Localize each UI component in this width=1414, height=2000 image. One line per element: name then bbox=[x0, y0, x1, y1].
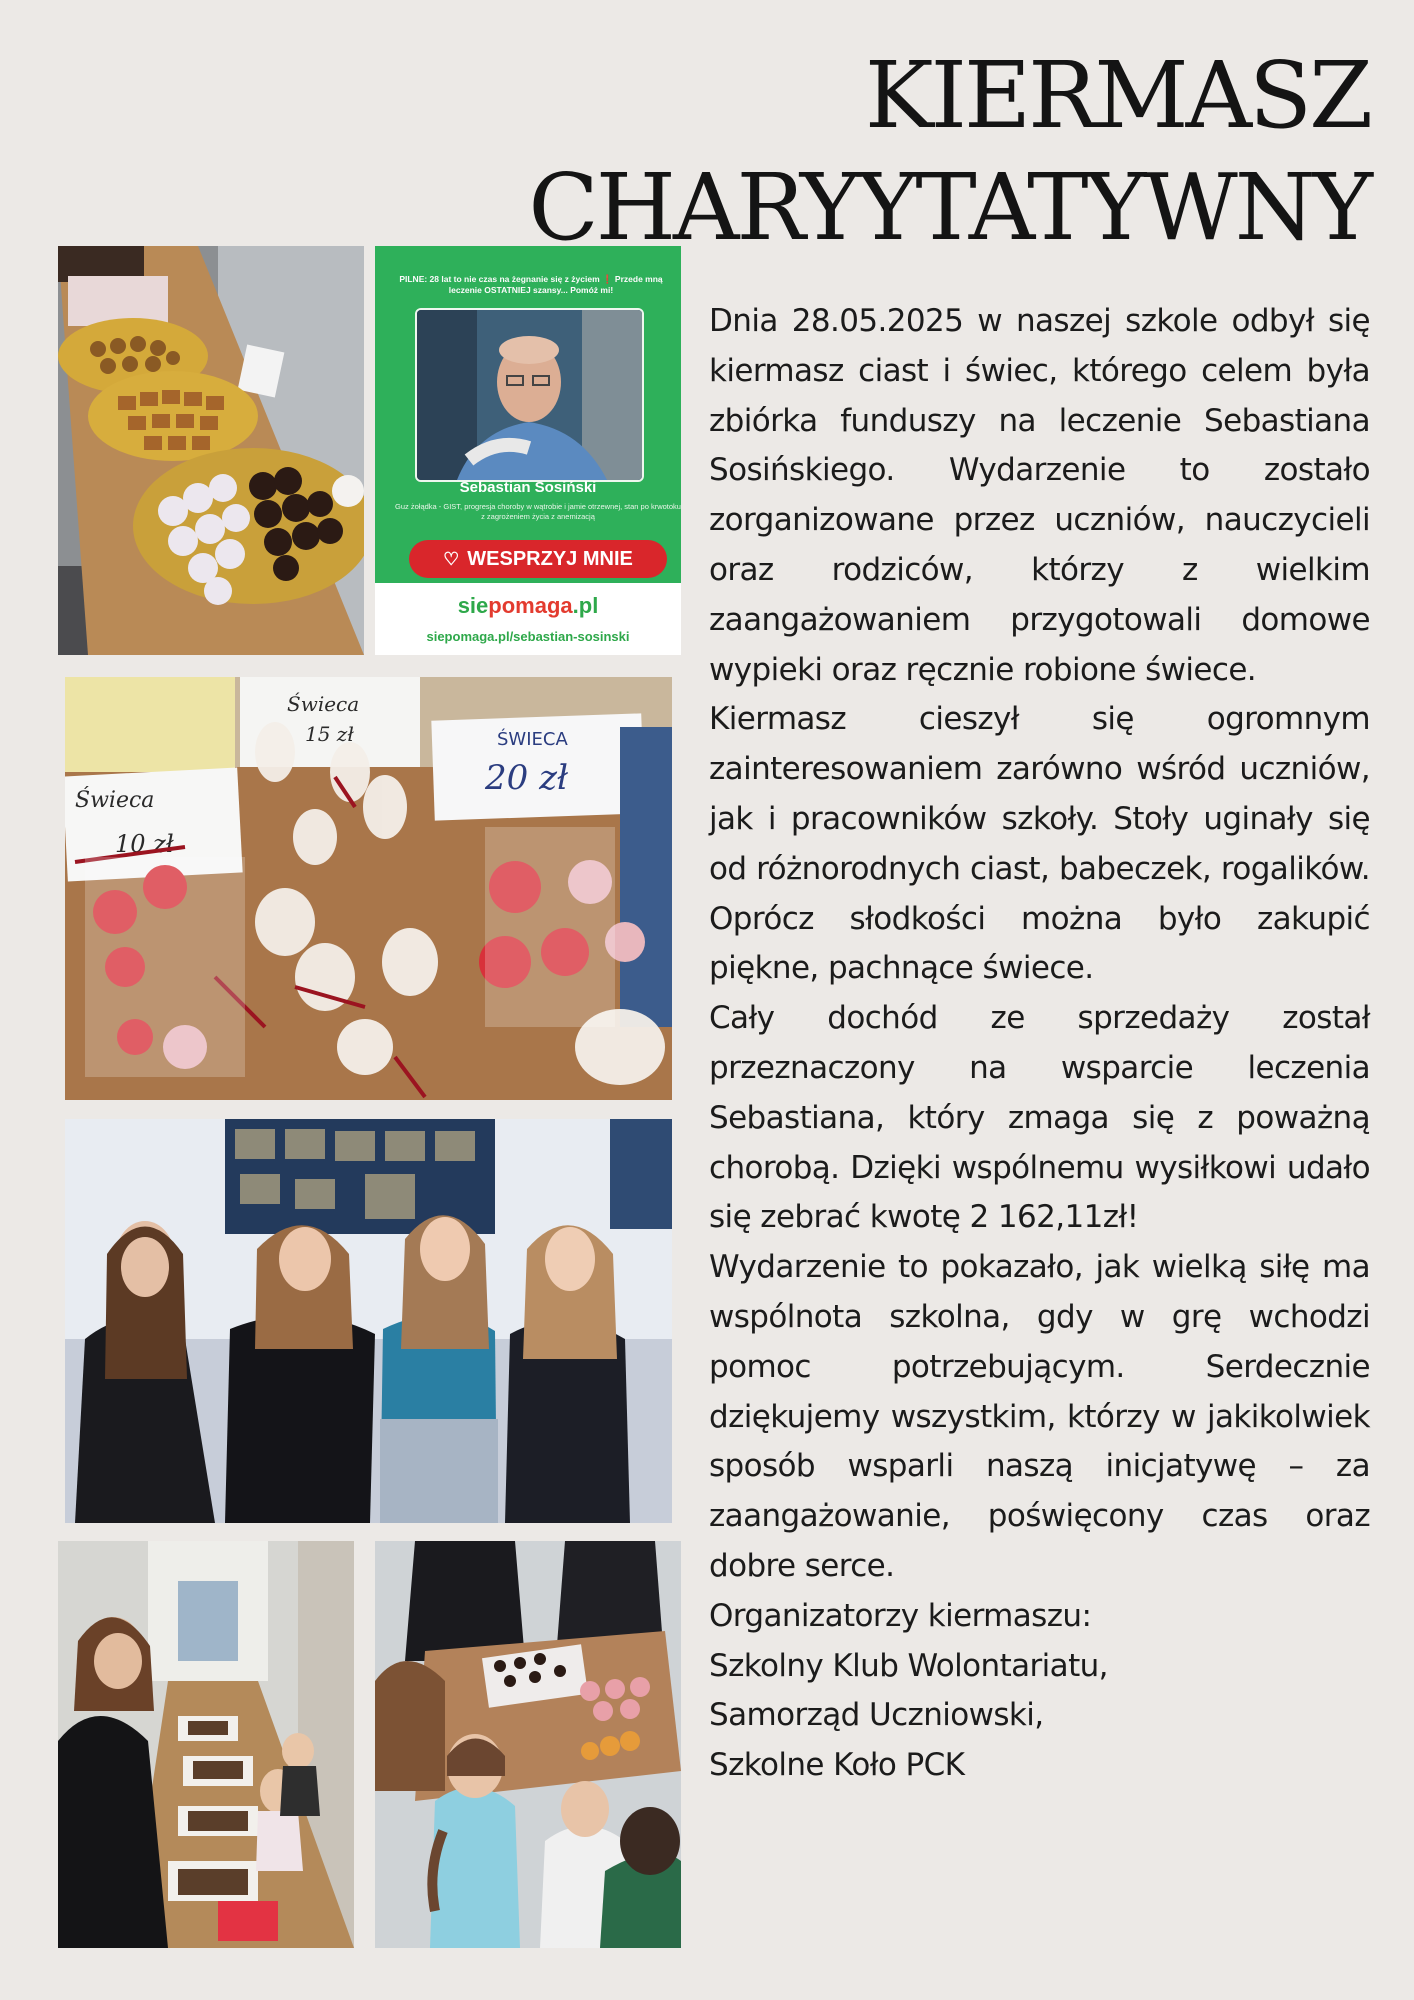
organizer-item: Szkolne Koło PCK bbox=[709, 1747, 965, 1784]
title-line-2: CHARYYTATYWNY bbox=[528, 154, 1370, 261]
support-button[interactable] bbox=[409, 540, 667, 578]
candle-price-2: 20 zł bbox=[485, 758, 569, 798]
fundraiser-poster bbox=[375, 246, 681, 655]
organizer-item: Szkolny Klub Wolontariatu, bbox=[709, 1647, 1108, 1684]
poster-diagnosis: Guz żołądka - GIST, progresja choroby w wątrobie i jamie otrzewnej, stan po krwotoku z zagrożeniem życia z anemizacją bbox=[395, 502, 681, 521]
organizer-item: Samorząd Uczniowski, bbox=[709, 1697, 1044, 1734]
page-title bbox=[470, 40, 1370, 264]
photo-volunteers bbox=[65, 1119, 672, 1523]
organizers-heading: Organizatorzy kiermaszu: bbox=[709, 1597, 1092, 1634]
candle-price-3: 10 zł bbox=[115, 830, 174, 858]
poster-urgent-text: PILNE: 28 lat to nie czas na żegnanie się z życiem ❗ Przede mną leczenie OSTATNIEJ szansy... Pomóż mi! bbox=[399, 274, 663, 295]
photo-candles bbox=[65, 677, 672, 1100]
poster-url[interactable]: siepomaga.pl/sebastian-sosinski bbox=[426, 629, 630, 644]
poster-portrait bbox=[415, 308, 644, 482]
siepomaga-logo: siepomaga.pl bbox=[457, 593, 599, 618]
candle-sign-1: Świeca bbox=[287, 692, 360, 716]
title-line-1: KIERMASZ bbox=[864, 42, 1370, 149]
photo-cakes-table bbox=[58, 246, 364, 655]
article-body bbox=[709, 297, 1370, 1791]
poster-patient-name: Sebastian Sosiński bbox=[459, 479, 597, 496]
candle-sign-3: Świeca bbox=[75, 788, 155, 813]
article-paragraph: Kiermasz cieszył się ogromnym zainteresowaniem zarówno wśród uczniów, jak i pracowników szkoły. Stoły uginały się od różnorodnych ciast, babeczek, rogalików. Oprócz słodkości można było zakupić piękne, pachnące świece. bbox=[709, 701, 1370, 987]
poster-footer bbox=[375, 583, 681, 655]
candle-price-1: 15 zł bbox=[305, 722, 354, 746]
article-paragraph: Wydarzenie to pokazało, jak wielką siłę ma wspólnota szkolna, gdy w grę wchodzi pomoc potrzebującym. Serdecznie dziękujemy wszystkim, którzy w jakikolwiek sposób wsparli naszą inicjatywę – za zaangażowanie, poświęcony czas oraz dobre serce. bbox=[709, 1249, 1370, 1584]
article-paragraph: Dnia 28.05.2025 w naszej szkole odbył się kiermasz ciast i świec, którego celem była zbiórka funduszy na leczenie Sebastiana Sosińskiego. Wydarzenie to zostało zorganizowane przez uczniów, nauczycieli oraz rodziców, którzy z wielkim zaangażowaniem przygotowali domowe wypieki oraz ręcznie robione świece. bbox=[709, 303, 1370, 688]
photo-kids-at-table bbox=[375, 1541, 681, 1948]
candle-sign-2: ŚWIECA bbox=[497, 729, 568, 750]
heart-hand-icon: ♡ bbox=[443, 549, 460, 569]
photo-hallway-sale bbox=[58, 1541, 354, 1948]
article-paragraph: Cały dochód ze sprzedaży został przeznaczony na wsparcie leczenia Sebastiana, który zmaga się z poważną chorobą. Dzięki wspólnemu wysiłkowi udało się zebrać kwotę 2 162,11zł! bbox=[709, 1000, 1370, 1236]
support-button-label: WESPRZYJ MNIE bbox=[467, 548, 633, 570]
